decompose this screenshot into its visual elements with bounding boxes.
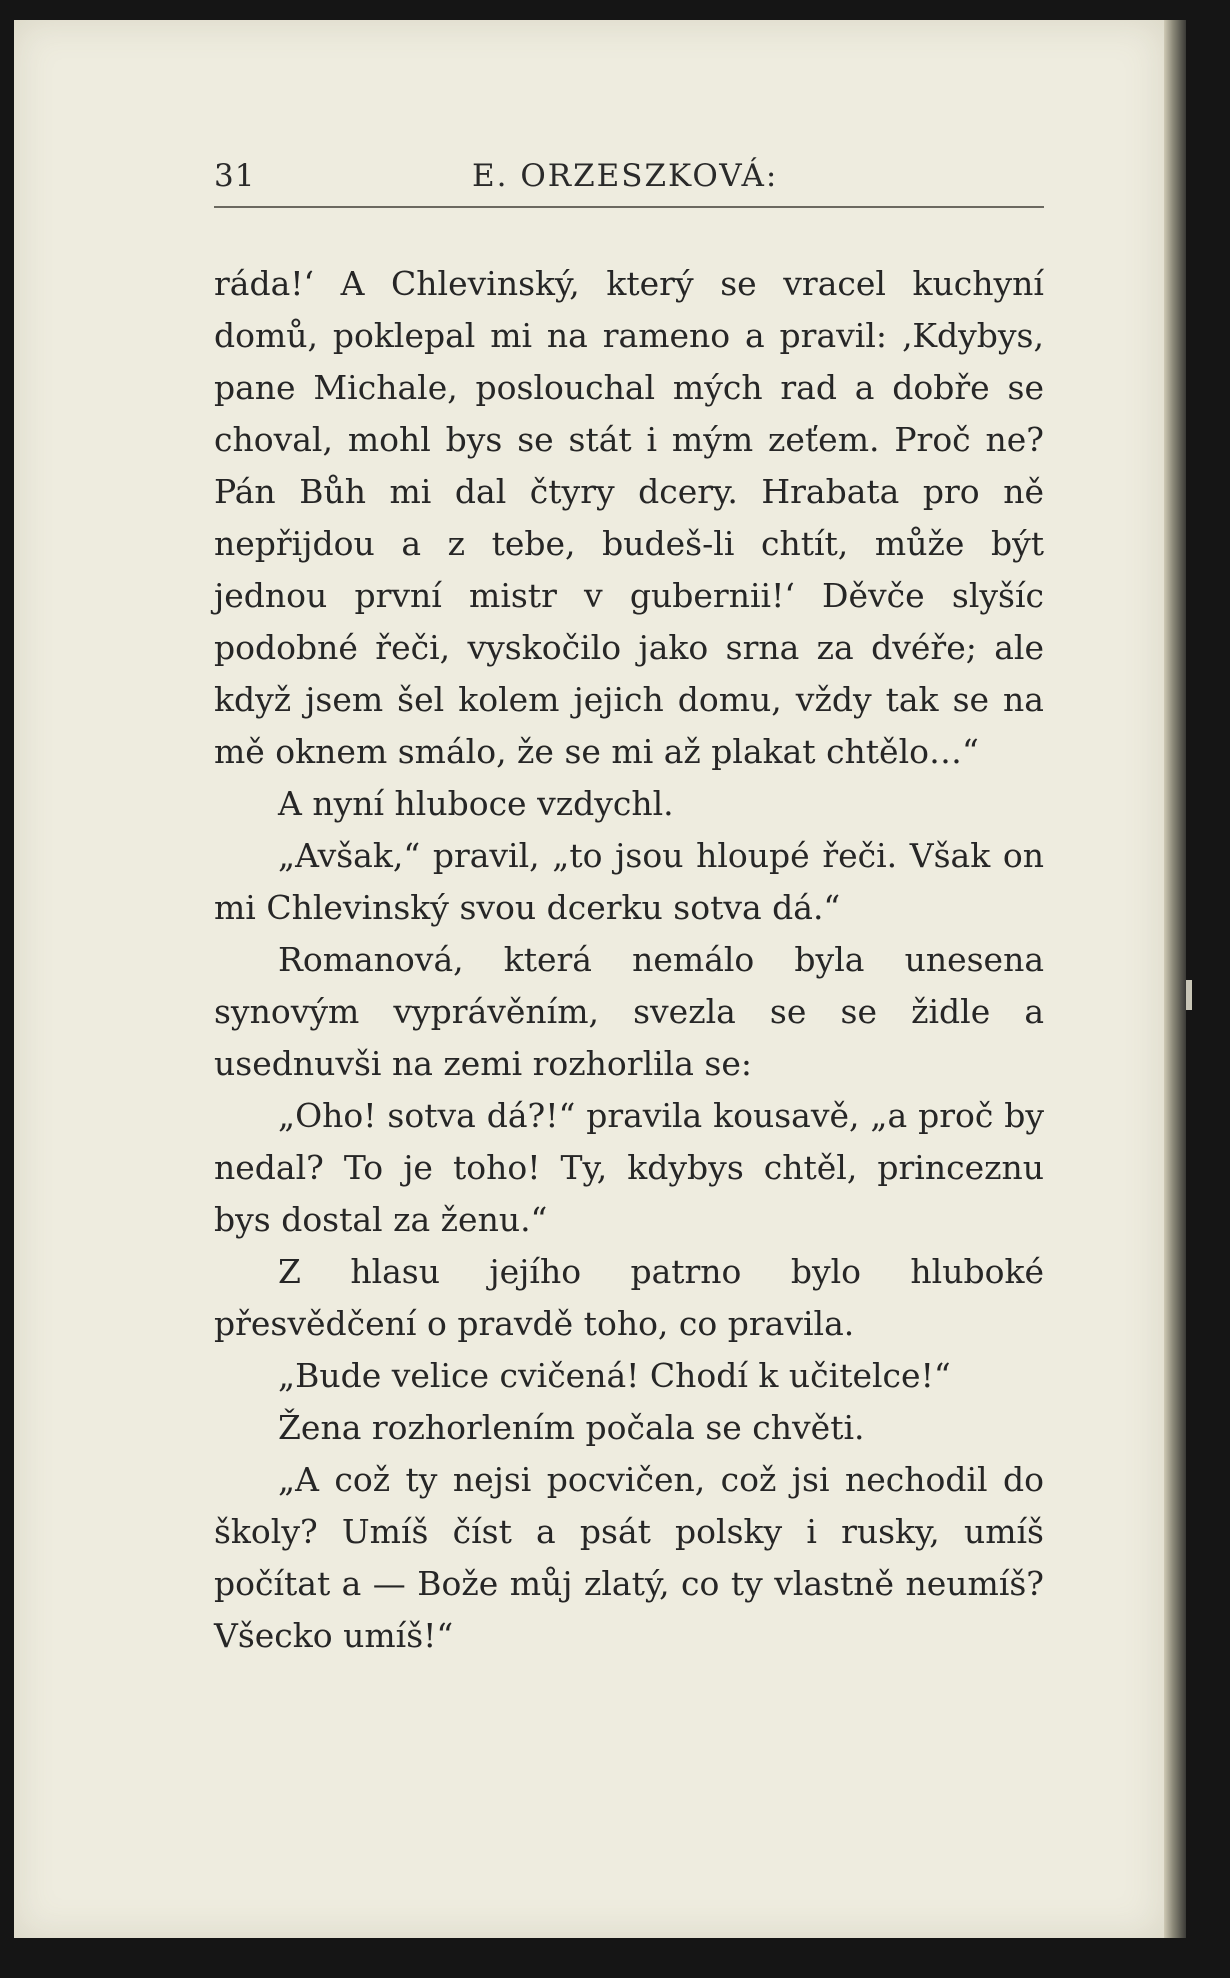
paragraph: „Avšak,“ pravil, „to jsou hloupé řeči. Však on mi Chlevinský svou dcerku sotva dá.“ (214, 836, 1044, 927)
paragraph: „A což ty nejsi pocvičen, což jsi nechodil do školy? Umíš číst a psát polsky i rusky, umíš počítat a — Bože můj zlatý, co ty vlastně neumíš? Všecko umíš!“ (214, 1460, 1044, 1655)
paragraph: „Oho! sotva dá?!“ pravila kousavě, „a proč by nedal? To je toho! Ty, kdybys chtěl, princeznu bys dostal za ženu.“ (214, 1096, 1044, 1239)
fold-mark (1186, 980, 1192, 1010)
running-head: E. ORZESZKOVÁ: (472, 158, 779, 194)
page-header (214, 158, 1044, 208)
paragraph: Romanová, která nemálo byla unesena synovým vyprávěním, svezla se se židle a usednuvši na zemi rozhorlila se: (214, 940, 1044, 1083)
paragraph: „Bude velice cvičená! Chodí k učitelce!“ (278, 1356, 951, 1395)
paragraph: ráda!‘ A Chlevinský, který se vracel kuchyní domů, poklepal mi na rameno a pravil: ‚Kdybys, pane Michale, poslouchal mých rad a dobře se choval, mohl bys se stát i mým zeťem. Proč ne? Pán Bůh mi dal čtyry dcery. Hrabata pro ně nepřijdou a z tebe, budeš-li chtít, může být jednou první mistr v gubernii!‘ Děvče slyšíc podobné řeči, vyskočilo jako srna za dvéře; ale když jsem šel kolem jejich domu, vždy tak se na mě oknem smálo, že se mi až plakat chtělo…“ (214, 264, 1044, 771)
page-number: 31 (214, 158, 256, 194)
paragraph: Žena rozhorlením počala se chvěti. (278, 1408, 865, 1447)
paragraph: A nyní hluboce vzdychl. (278, 784, 674, 823)
page-edge (1164, 20, 1186, 1938)
body-text (214, 258, 1044, 1662)
paragraph: Z hlasu jejího patrno bylo hluboké přesvědčení o pravdě toho, co pravila. (214, 1252, 1044, 1343)
